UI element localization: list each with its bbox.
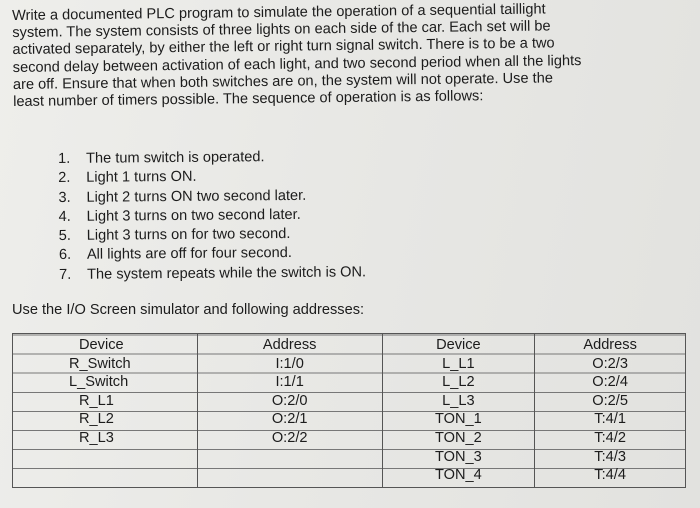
step-text: The system repeats while the switch is ON. <box>87 264 367 283</box>
address-value: O:2/3 <box>592 355 628 372</box>
step-text: Light 3 turns on two second later. <box>86 206 301 225</box>
io-address-table <box>12 333 686 488</box>
address-value: T:4/2 <box>594 429 626 446</box>
list-item <box>59 244 366 266</box>
step-text: Light 1 turns ON. <box>86 169 197 187</box>
intro-line: least number of timers possible. The sequence of operation is as follows: <box>13 88 484 111</box>
intro-line: second delay between activation of each light, and two second period when all the lights <box>12 52 582 76</box>
column-header: Device <box>79 337 124 353</box>
address-value: O:2/5 <box>592 392 628 409</box>
address-value: O:2/4 <box>592 374 628 391</box>
device-name: TON_4 <box>434 467 482 484</box>
address-value: O:2/1 <box>271 411 308 428</box>
sequence-list <box>58 147 366 285</box>
step-text: The tum switch is operated. <box>86 149 265 167</box>
step-text: Light 3 turns on for two second. <box>86 226 291 244</box>
column-header: Address <box>583 337 637 353</box>
list-item <box>58 186 365 208</box>
device-name: L_Switch <box>69 374 129 391</box>
list-item <box>58 147 365 169</box>
device-column-1 <box>13 334 198 488</box>
address-value: T:4/1 <box>594 411 626 428</box>
list-item <box>59 205 366 227</box>
device-name: L_L2 <box>442 374 475 391</box>
device-name: TON_2 <box>434 429 482 446</box>
step-number: 5. <box>58 228 71 245</box>
device-name: R_Switch <box>69 355 131 372</box>
intro-line: system. The system consists of three lights on each side of the car. Each set will be <box>12 18 551 42</box>
device-column-2 <box>382 334 535 488</box>
intro-line: activated separately, by either the left or right turn signal switch. There is to be a two <box>12 35 555 59</box>
step-text: Light 2 turns ON two second later. <box>86 187 307 206</box>
problem-statement <box>12 0 693 111</box>
step-number: 3. <box>58 189 71 206</box>
step-number: 1. <box>58 150 71 167</box>
step-number: 7. <box>59 266 72 283</box>
address-value: I:1/1 <box>275 374 304 391</box>
addresses-intro: Use the I/O Screen simulator and following addresses: <box>12 302 365 318</box>
step-number: 6. <box>58 247 72 264</box>
device-name: R_L2 <box>79 411 114 428</box>
list-item <box>59 225 366 247</box>
device-name: R_L1 <box>79 392 114 409</box>
address-value: T:4/4 <box>594 467 626 484</box>
address-column-1 <box>197 334 382 488</box>
step-number: 2. <box>58 170 71 187</box>
intro-line: are off. Ensure that when both switches are on, the system will not operate. Use the <box>12 70 553 93</box>
list-item <box>58 167 365 189</box>
device-name: TON_1 <box>434 411 482 428</box>
column-header: Address <box>262 337 317 353</box>
intro-line: Write a documented PLC program to simulate the operation of a sequential taillight <box>12 1 546 24</box>
address-value: O:2/0 <box>271 392 308 409</box>
device-name: L_L1 <box>442 355 475 372</box>
column-header: Device <box>436 337 481 353</box>
device-name: R_L3 <box>79 429 114 446</box>
address-column-2 <box>535 334 686 488</box>
list-item <box>59 263 366 285</box>
device-name: L_L3 <box>442 392 475 409</box>
address-value: T:4/3 <box>594 448 626 465</box>
address-value: I:1/0 <box>275 355 304 372</box>
step-number: 4. <box>58 208 71 225</box>
step-text: All lights are off for four second. <box>86 245 292 264</box>
device-name: TON_3 <box>434 448 482 465</box>
address-value: O:2/2 <box>271 429 308 446</box>
